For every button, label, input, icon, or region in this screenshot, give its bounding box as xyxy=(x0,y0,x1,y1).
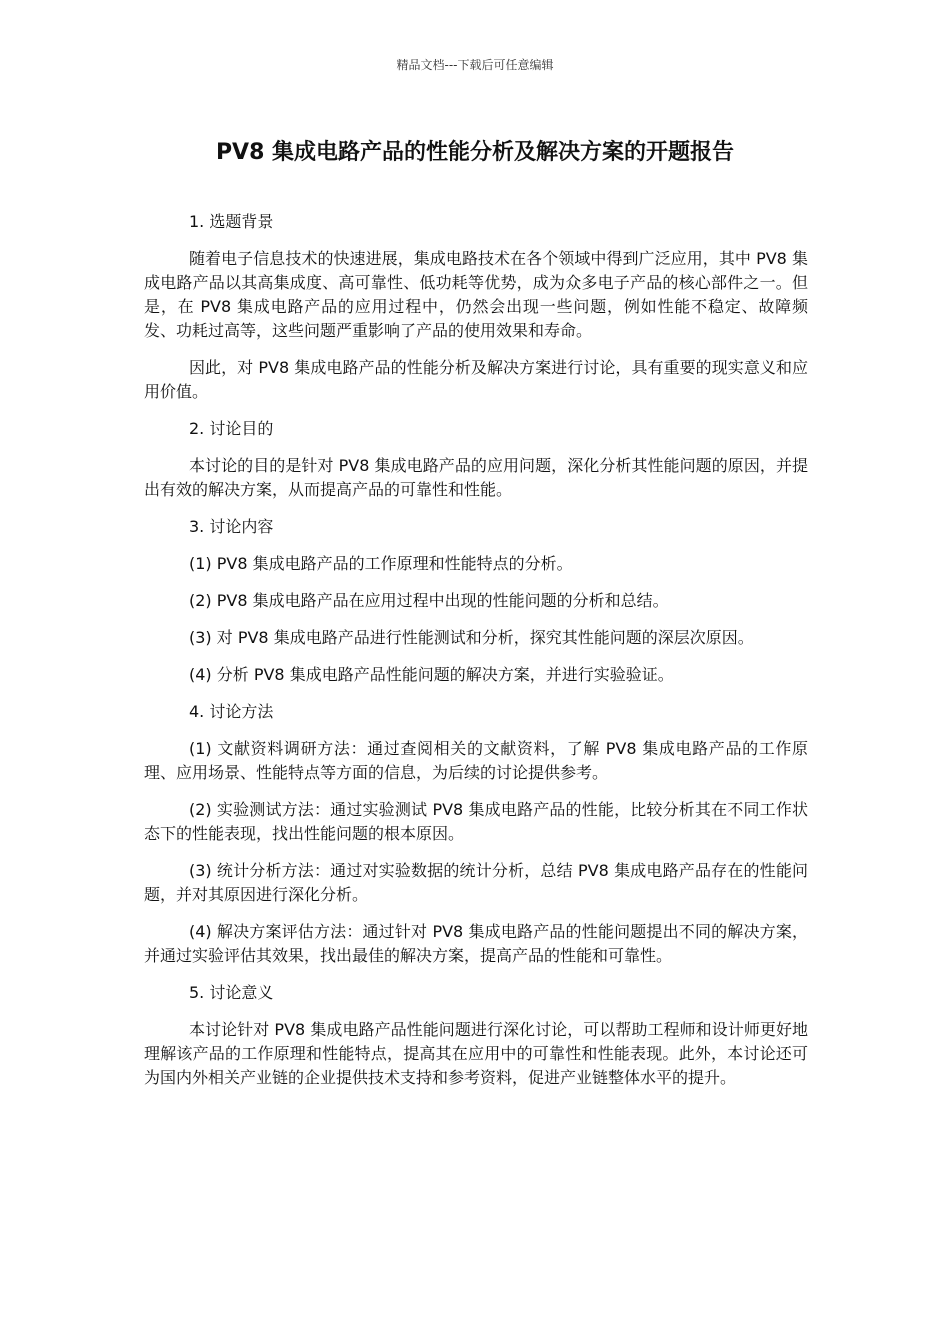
section-heading-content: 3. 讨论内容 xyxy=(189,517,274,536)
document-body xyxy=(144,210,808,1103)
background-paragraph-2: 因此，对 PV8 集成电路产品的性能分析及解决方案进行讨论，具有重要的现实意义和应用价值。 xyxy=(144,358,808,401)
section-heading-methods: 4. 讨论方法 xyxy=(189,702,274,721)
content-item-3: (3) 对 PV8 集成电路产品进行性能测试和分析，探究其性能问题的深层次原因。 xyxy=(189,628,754,647)
section-heading-background: 1. 选题背景 xyxy=(189,212,274,231)
content-item-1: (1) PV8 集成电路产品的工作原理和性能特点的分析。 xyxy=(189,554,573,573)
method-item-4: (4) 解决方案评估方法：通过针对 PV8 集成电路产品的性能问题提出不同的解决方案，并通过实验评估其效果，找出最佳的解决方案，提高产品的性能和可靠性。 xyxy=(144,922,808,965)
content-item-2: (2) PV8 集成电路产品在应用过程中出现的性能问题的分析和总结。 xyxy=(189,591,669,610)
significance-paragraph: 本讨论针对 PV8 集成电路产品性能问题进行深化讨论，可以帮助工程师和设计师更好地理解该产品的工作原理和性能特点，提高其在应用中的可靠性和性能表现。此外，本讨论还可为国内外相关产业链的企业提供技术支持和参考资料，促进产业链整体水平的提升。 xyxy=(144,1020,808,1087)
method-item-3: (3) 统计分析方法：通过对实验数据的统计分析，总结 PV8 集成电路产品存在的性能问题，并对其原因进行深化分析。 xyxy=(144,861,808,904)
purpose-paragraph: 本讨论的目的是针对 PV8 集成电路产品的应用问题，深化分析其性能问题的原因，并提出有效的解决方案，从而提高产品的可靠性和性能。 xyxy=(144,456,808,499)
method-item-1: (1) 文献资料调研方法：通过查阅相关的文献资料，了解 PV8 集成电路产品的工作原理、应用场景、性能特点等方面的信息，为后续的讨论提供参考。 xyxy=(144,739,808,782)
content-item-4: (4) 分析 PV8 集成电路产品性能问题的解决方案，并进行实验验证。 xyxy=(189,665,674,684)
method-item-2: (2) 实验测试方法：通过实验测试 PV8 集成电路产品的性能，比较分析其在不同工作状态下的性能表现，找出性能问题的根本原因。 xyxy=(144,800,808,843)
section-heading-significance: 5. 讨论意义 xyxy=(189,983,274,1002)
section-heading-purpose: 2. 讨论目的 xyxy=(189,419,274,438)
document-title: PV8 集成电路产品的性能分析及解决方案的开题报告 xyxy=(215,140,735,165)
page-header: 精品文档---下载后可任意编辑 xyxy=(396,58,554,72)
background-paragraph-1: 随着电子信息技术的快速进展，集成电路技术在各个领域中得到广泛应用，其中 PV8 集成电路产品以其高集成度、高可靠性、低功耗等优势，成为众多电子产品的核心部件之一。但是，在 PV8 集成电路产品的应用过程中，仍然会出现一些问题，例如性能不稳定、故障频发、功耗过高等，这些问题严重影响了产品的使用效果和寿命。 xyxy=(144,249,808,340)
